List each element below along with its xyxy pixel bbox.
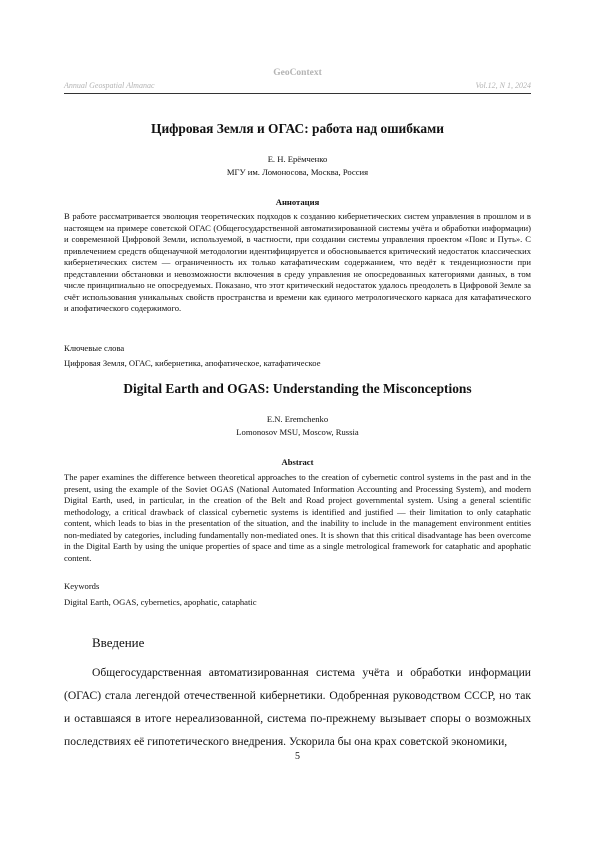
page-number: 5 [295, 751, 300, 762]
running-header-left: Annual Geospatial Almanac [64, 81, 155, 90]
intro-paragraph: Общегосударственная автоматизированная система учёта и обработки информации (ОГАС) стала легендой отечественной кибернетики. Одобренная руководством СССР, но так и оставшаяся в итоге нереализованной, система по-прежнему вызывает споры о возможных последствиях её гипотетического внедрения. Ускорила бы она крах советской экономики, [64, 666, 531, 748]
title-ru: Цифровая Земля и ОГАС: работа над ошибками [151, 121, 444, 136]
author-block-ru [64, 153, 531, 179]
abstract-heading-en: Abstract [281, 457, 314, 467]
author-en: E.N. Eremchenko [266, 414, 329, 424]
header-rule [64, 93, 531, 94]
keywords-ru: Цифровая Земля, ОГАС, кибернетика, апофатическое, катафатическое [64, 358, 321, 368]
abstract-ru: В работе рассматривается эволюция теоретических подходов к созданию кибернетических систем управления в прошлом и в настоящем на примере советской ОГАС (Общегосударственной автоматизированной системы учёта и обработки информации) и современной Цифровой Земли, используемой, в частности, при создании системы управления проектом «Пояс и Путь». С привлечением средств общенаучной методологии идентифицируется и обосновывается критический недостаток классических кибернетических систем — ограниченность их только катафатическим содержанием, что ведёт к тенденциозности при представлении обстановки и невозможности включения в среду управления не опосредованных категориями данных, в том числе принципиально не опосредуемых. Показано, что этот критический недостаток удалось преодолеть в Цифровой Земле за счёт использования уникальных свойств пространства и времени как единого метрологического каркаса для катафатического и апофатического содержимого. [64, 211, 531, 314]
author-ru: Е. Н. Ерёмченко [267, 154, 328, 164]
keywords-heading-en: Keywords [64, 581, 100, 591]
journal-name: GeoContext [273, 68, 322, 78]
title-en: Digital Earth and OGAS: Understanding the Misconceptions [123, 381, 472, 396]
section-heading-introduction: Введение [92, 635, 145, 650]
abstract-heading-ru: Аннотация [275, 197, 320, 207]
keywords-en: Digital Earth, OGAS, cybernetics, apophatic, cataphatic [64, 597, 257, 607]
abstract-en: The paper examines the difference between theoretical approaches to the creation of cybernetic control systems in the past and in the present, using the example of the Soviet OGAS (National Automated Information Accounting and Processing System), and modern Digital Earth, used, in particular, in the creation of the Belt and Road project governmental system. Using a general scientific methodology, a critical drawback of classical cybernetic systems is identified and justified — their limitation to only cataphatic content, which leads to bias in the presentation of the situation, and the inability to include in the management environment entities non-mediated by categories, including fundamentally non-mediated ones. It is shown that this critical disadvantage has been overcome in the Digital Earth by using the unique properties of space and time as a single metrological framework for cataphatic and apophatic content. [64, 472, 531, 563]
keywords-heading-ru: Ключевые слова [64, 343, 125, 353]
author-block-en [64, 413, 531, 439]
running-header [64, 81, 531, 93]
running-header-right: Vol.12, N 1, 2024 [475, 81, 531, 90]
affiliation-ru: МГУ им. Ломоносова, Москва, Россия [226, 167, 369, 177]
affiliation-en: Lomonosov MSU, Moscow, Russia [236, 427, 359, 437]
